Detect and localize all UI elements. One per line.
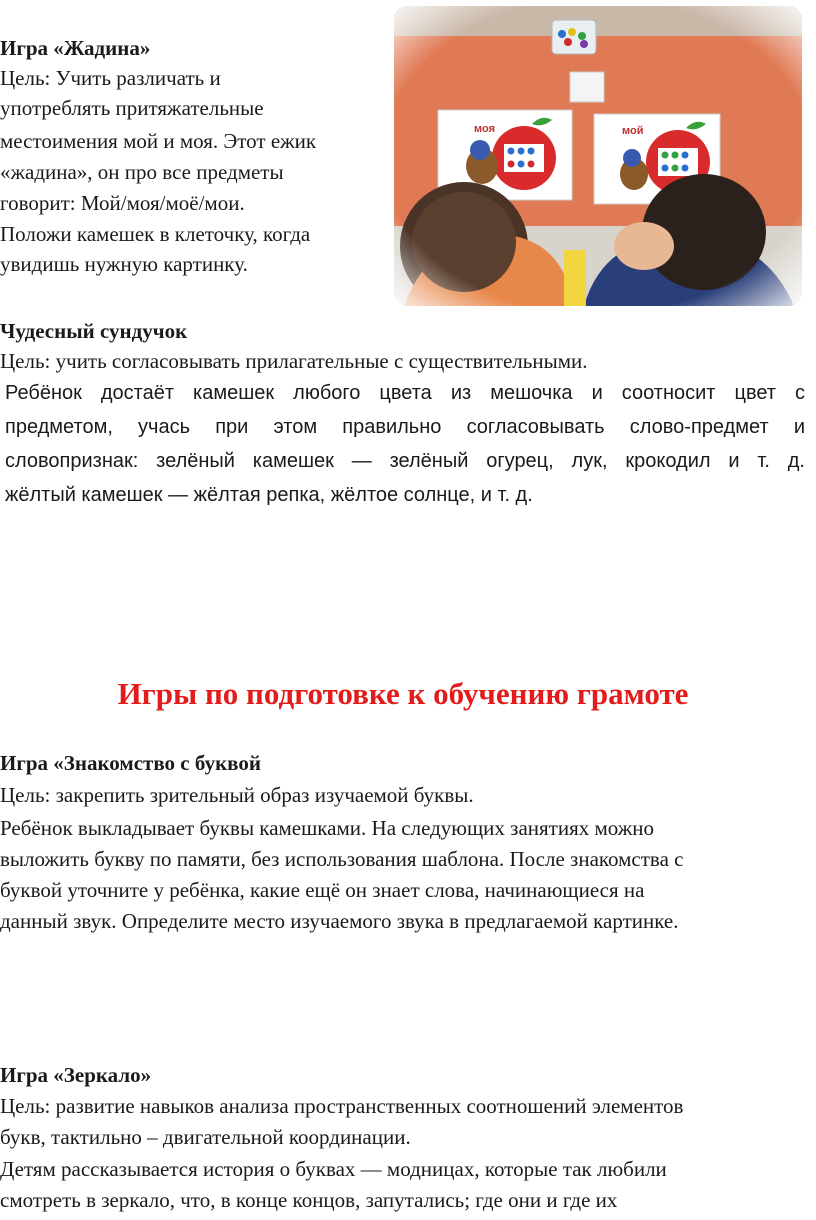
- game2-line: словопризнак: зелёный камешек — зелёный огурец, лук, крокодил и т. д.: [5, 450, 805, 472]
- game1-title: Игра «Жадина»: [0, 36, 151, 60]
- game4-line: смотреть в зеркало, что, в конце концов, запутались; где они и где их: [0, 1188, 618, 1212]
- game3-title: Игра «Знакомство с буквой: [0, 751, 261, 775]
- game3-line: Цель: закрепить зрительный образ изучаемой буквы.: [0, 783, 474, 807]
- photo-children-playing: [394, 6, 802, 306]
- photo-illustration: [394, 6, 802, 306]
- game1-line: местоимения мой и моя. Этот ежик: [0, 129, 317, 153]
- section-heading: Игры по подготовке к обучению грамоте: [117, 676, 689, 711]
- game4-line: букв, тактильно – двигательной координации.: [0, 1125, 411, 1149]
- game2-goal: Цель: учить согласовывать прилагательные с существительными.: [0, 349, 588, 373]
- game2-line: жёлтый камешек — жёлтая репка, жёлтое солнце, и т. д.: [5, 484, 533, 506]
- game3-line: выложить букву по памяти, без использования шаблона. После знакомства с: [0, 847, 684, 871]
- game1-line: употреблять притяжательные: [0, 96, 264, 120]
- game3-line: Ребёнок выкладывает буквы камешками. На следующих занятиях можно: [0, 816, 654, 840]
- game1-line: Положи камешек в клеточку, когда: [0, 222, 311, 246]
- game2-title: Чудесный сундучок: [0, 319, 188, 343]
- game3-line: буквой уточните у ребёнка, какие ещё он знает слова, начинающиеся на: [0, 878, 645, 902]
- game1-line: говорит: Мой/моя/моё/мои.: [0, 191, 245, 215]
- game3-line: данный звук. Определите место изучаемого звука в предлагаемой картинке.: [0, 909, 679, 933]
- game2-line: Ребёнок достаёт камешек любого цвета из мешочка и соотносит цвет с: [5, 382, 805, 404]
- game4-line: Детям рассказывается история о буквах — модницах, которые так любили: [0, 1157, 667, 1181]
- game1-line: увидишь нужную картинку.: [0, 252, 248, 276]
- game4-line: Цель: развитие навыков анализа пространственных соотношений элементов: [0, 1094, 684, 1118]
- game1-line: Цель: Учить различать и: [0, 66, 221, 90]
- game4-title: Игра «Зеркало»: [0, 1063, 152, 1087]
- game1-line: «жадина», он про все предметы: [0, 160, 284, 184]
- game2-line: предметом, учась при этом правильно согласовывать слово-предмет и: [5, 416, 805, 438]
